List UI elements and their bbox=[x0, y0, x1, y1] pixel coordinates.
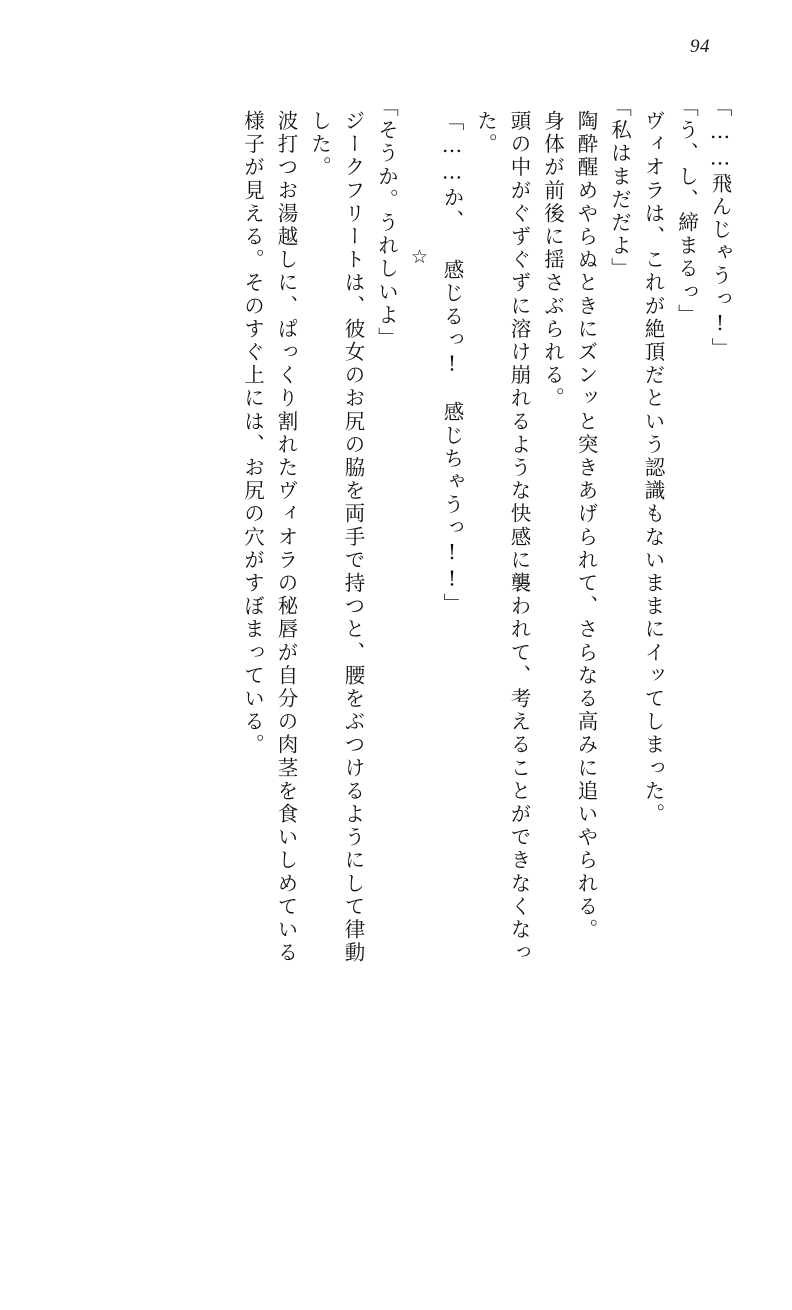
text-column: 身体が前後に揺さぶられる。 bbox=[540, 110, 565, 411]
text-column: 「……飛んじゃうっ!」 bbox=[708, 96, 732, 361]
text-column: 波打つお湯越しに、ぱっくり割れたヴィオラの秘唇が自分の肉茎を食いしめている bbox=[274, 110, 298, 965]
text-column: 「私はまだだよ」 bbox=[607, 96, 632, 281]
text-column: 「……か、 感じるっ! 感じちゃうっ!!」 bbox=[440, 110, 464, 617]
vertical-text-block bbox=[56, 96, 730, 1160]
page-number: 94 bbox=[690, 36, 710, 57]
text-column: ヴィオラは、これが絶頂だという認識もないままにイッてしまった。 bbox=[641, 110, 665, 827]
text-column: 「う、し、締まるっ」 bbox=[674, 96, 699, 327]
text-column: 陶酔醒めやらぬときにズンッと突きあげられて、さらなる高みに追いやられる。 bbox=[574, 110, 598, 942]
text-column: した。 bbox=[307, 110, 332, 180]
text-column: 「そうか。うれしいよ」 bbox=[374, 96, 399, 351]
text-column: ジークフリートは、彼女のお尻の脇を両手で持つと、腰をぶつけるようにして律動 bbox=[341, 110, 365, 965]
text-column: た。 bbox=[473, 110, 498, 157]
text-column: 頭の中がぐずぐずに溶け崩れるような快感に襲われて、考えることができなくなっ bbox=[507, 110, 531, 965]
section-break-star: ☆ bbox=[408, 246, 431, 268]
text-column: 様子が見える。そのすぐ上には、お尻の穴がすぼまっている。 bbox=[240, 110, 265, 757]
